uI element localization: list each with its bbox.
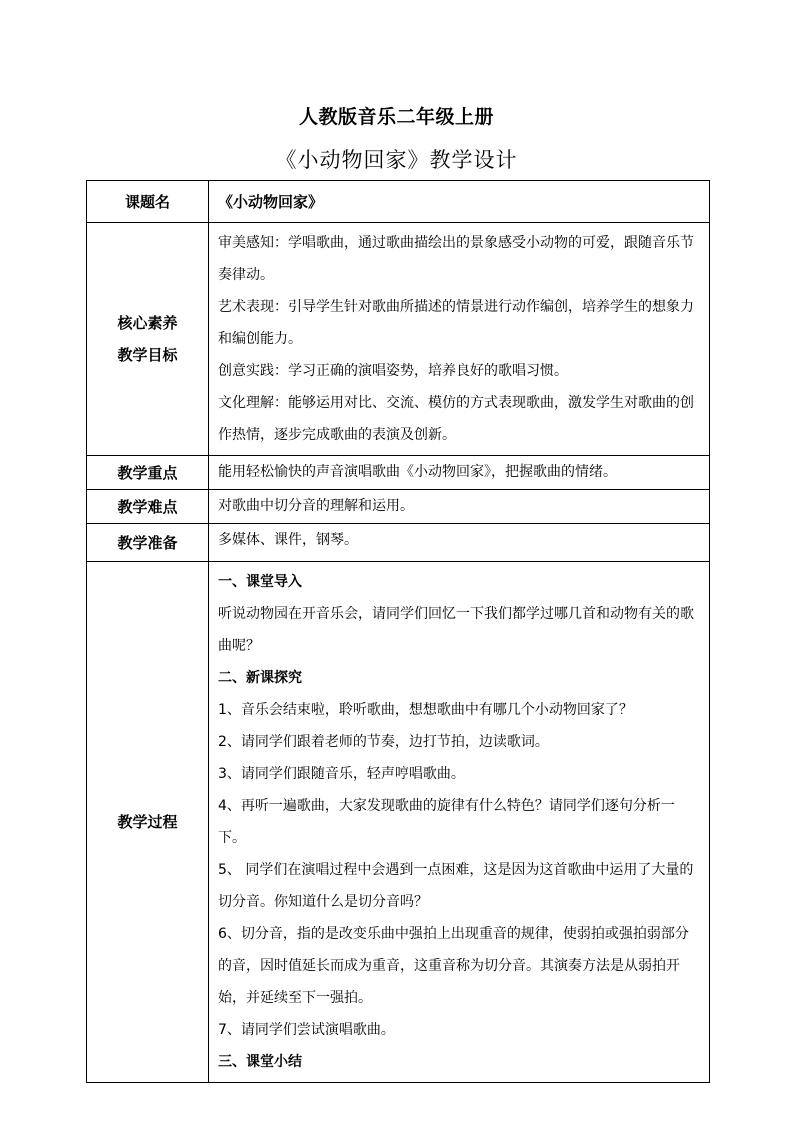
process-content — [209, 562, 710, 1083]
objective-item: 艺术表现：引导学生针对歌曲所描述的情景进行动作编创，培养学生的想象力和编创能力。 — [218, 299, 694, 347]
difficulties-value: 对歌曲中切分音的理解和运用。 — [209, 490, 710, 524]
objectives-content — [209, 223, 710, 456]
topic-row — [87, 181, 710, 223]
objectives-label-line1: 核心素养 — [117, 314, 178, 332]
process-step: 3、请同学们跟随音乐，轻声哼唱歌曲。 — [218, 766, 465, 782]
document-subtitle: 《小动物回家》教学设计 — [275, 148, 518, 172]
key-points-row — [87, 456, 710, 490]
document-title: 人教版音乐二年级上册 — [298, 106, 494, 128]
key-points-label: 教学重点 — [87, 456, 209, 490]
preparation-value: 多媒体、课件，钢琴。 — [209, 524, 710, 562]
topic-value-text: 《小动物回家》 — [218, 192, 324, 211]
objectives-label-line2: 教学目标 — [117, 346, 178, 364]
process-step: 5、 同学们在演唱过程中会遇到一点困难，这是因为这首歌曲中运用了大量的切分音。你知道什么是切分音吗？ — [218, 862, 694, 910]
difficulties-label: 教学难点 — [87, 490, 209, 524]
process-label: 教学过程 — [87, 562, 209, 1083]
preparation-label: 教学准备 — [87, 524, 209, 562]
process-step: 7、请同学们尝试演唱歌曲。 — [218, 1022, 395, 1038]
objectives-label — [87, 223, 209, 456]
objective-item: 创意实践：学习正确的演唱姿势，培养良好的歌唱习惯。 — [218, 363, 568, 379]
process-step: 6、切分音，指的是改变乐曲中强拍上出现重音的规律，使弱拍或强拍弱部分的音，因时值延长而成为重音，这重音称为切分音。其演奏方法是从弱拍开始，并延续至下一强拍。 — [218, 926, 689, 1006]
difficulties-row — [87, 490, 710, 524]
process-step: 1、音乐会结束啦，聆听歌曲，想想歌曲中有哪几个小动物回家了？ — [218, 702, 633, 718]
section-heading: 一、课堂导入 — [218, 574, 302, 590]
topic-value — [209, 181, 710, 223]
topic-label: 课题名 — [87, 181, 209, 223]
process-step: 2、请同学们跟着老师的节奏，边打节拍，边读歌词。 — [218, 734, 549, 750]
preparation-row — [87, 524, 710, 562]
objectives-row — [87, 223, 710, 456]
process-row — [87, 562, 710, 1083]
objective-item: 审美感知：学唱歌曲，通过歌曲描绘出的景象感受小动物的可爱，跟随音乐节奏律动。 — [218, 235, 694, 283]
key-points-value: 能用轻松愉快的声音演唱歌曲《小动物回家》，把握歌曲的情绪。 — [209, 456, 710, 490]
lesson-plan-table — [86, 180, 710, 1083]
objective-item: 文化理解：能够运用对比、交流、模仿的方式表现歌曲，激发学生对歌曲的创作热情，逐步完成歌曲的表演及创新。 — [218, 395, 694, 443]
section-paragraph: 听说动物园在开音乐会，请同学们回忆一下我们都学过哪几首和动物有关的歌曲呢？ — [218, 606, 694, 654]
section-heading: 二、新课探究 — [218, 670, 302, 686]
section-heading: 三、课堂小结 — [218, 1054, 302, 1070]
process-step: 4、再听一遍歌曲，大家发现歌曲的旋律有什么特色？请同学们逐句分析一下。 — [218, 798, 675, 846]
